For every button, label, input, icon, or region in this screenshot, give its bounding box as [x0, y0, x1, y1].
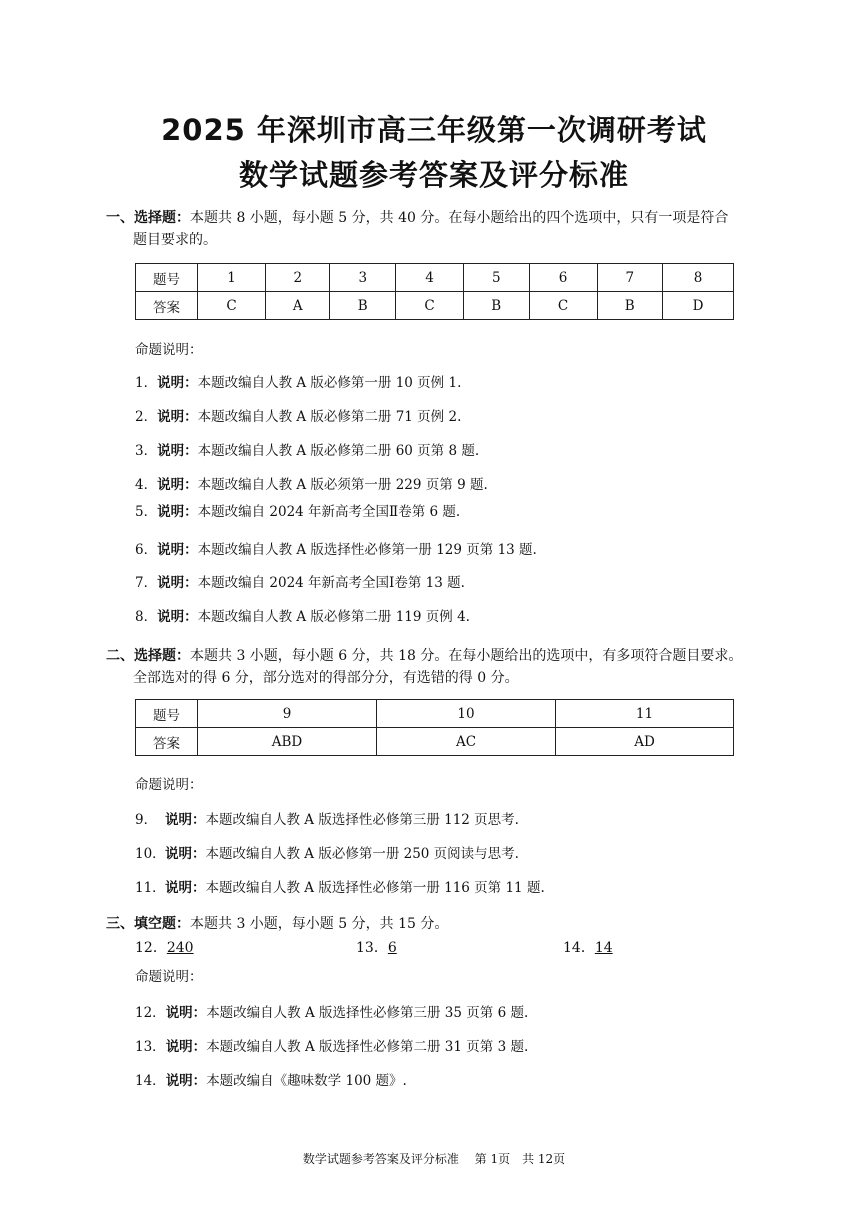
note-number: 4． [135, 477, 158, 493]
note-keyword: 说明： [157, 443, 198, 459]
section3-notes-title: 命题说明： [135, 969, 203, 985]
note-number: 8． [135, 609, 158, 625]
fill-number: 13． [356, 940, 388, 956]
question-number: 8 [663, 264, 734, 292]
table-row [136, 292, 734, 320]
note-text: 本题改编自人教 A 版选择性必修第一册 129 页第 13 题. [197, 542, 537, 558]
section1-answer-table [135, 263, 734, 320]
answer-cell: B [464, 292, 530, 320]
note-number: 6． [135, 542, 158, 558]
note-item [135, 876, 545, 896]
note-number: 1． [135, 375, 158, 391]
note-number: 9． [135, 812, 158, 828]
note-keyword: 说明： [165, 1005, 207, 1021]
note-keyword: 说明： [165, 846, 206, 862]
question-number: 10 [377, 700, 556, 728]
note-item [135, 1001, 528, 1021]
note-text: 本题改编自人教 A 版选择性必修第三册 35 页第 6 题. [206, 1005, 529, 1021]
note-item [135, 500, 460, 520]
answer-cell: ABD [198, 728, 377, 756]
row-label-number: 题号 [136, 264, 198, 292]
section2-heading-line2: 全部选对的得 6 分，部分选对的得部分分，有选错的得 0 分。 [133, 670, 519, 686]
note-number: 3． [135, 443, 158, 459]
answer-cell: AC [377, 728, 556, 756]
note-item [135, 538, 537, 558]
row-label-answer: 答案 [136, 292, 198, 320]
fill-answer: 240 [166, 940, 194, 956]
note-text: 本题改编自人教 A 版必修第二册 60 页第 8 题. [197, 443, 480, 459]
section1-heading [106, 207, 786, 229]
note-text: 本题改编自人教 A 版选择性必修第一册 116 页第 11 题. [205, 880, 545, 896]
note-keyword: 说明： [157, 609, 198, 625]
section3-heading-line1: 本题共 3 小题，每小题 5 分，共 15 分。 [190, 916, 449, 932]
note-text: 本题改编自 2024 年新高考全国Ⅱ卷第 6 题. [197, 504, 461, 520]
section1-heading-prefix: 一、选择题： [106, 210, 190, 226]
section1-heading-line2: 题目要求的。 [133, 232, 217, 248]
note-number: 13． [135, 1039, 166, 1055]
question-number: 7 [597, 264, 663, 292]
note-text: 本题改编自人教 A 版选择性必修第三册 112 页思考. [205, 812, 519, 828]
note-text: 本题改编自 2024 年新高考全国Ⅰ卷第 13 题. [197, 575, 465, 591]
table-row [136, 700, 734, 728]
answer-cell: C [529, 292, 597, 320]
question-number: 3 [330, 264, 396, 292]
note-keyword: 说明： [157, 575, 198, 591]
note-number: 5． [135, 504, 158, 520]
note-item [135, 473, 488, 493]
fill-number: 14． [563, 940, 595, 956]
note-keyword: 说明： [165, 1039, 207, 1055]
section2-heading [106, 645, 806, 667]
note-number: 7． [135, 575, 158, 591]
answer-cell: C [198, 292, 266, 320]
question-number: 11 [556, 700, 734, 728]
note-item [135, 842, 519, 862]
note-item [135, 605, 470, 625]
note-number: 10． [135, 846, 166, 862]
note-keyword: 说明： [165, 880, 206, 896]
note-text: 本题改编自人教 A 版必修第一册 10 页例 1. [197, 375, 462, 391]
note-text: 本题改编自人教 A 版必修第二册 119 页例 4. [197, 609, 470, 625]
section1-heading-line1: 本题共 8 小题，每小题 5 分，共 40 分。在每小题给出的四个选项中，只有一项是符合 [190, 210, 729, 226]
fill-answer: 6 [387, 940, 397, 956]
question-number: 2 [266, 264, 330, 292]
note-keyword: 说明： [157, 375, 198, 391]
document-title-line2: 数学试题参考答案及评分标准 [238, 158, 629, 192]
table-row [136, 728, 734, 756]
answer-cell: A [266, 292, 330, 320]
note-item [135, 405, 461, 425]
note-text: 本题改编自人教 A 版必修第一册 250 页阅读与思考. [205, 846, 519, 862]
section2-notes-title: 命题说明： [135, 777, 203, 793]
section2-heading-prefix: 二、选择题： [106, 648, 190, 664]
note-number: 12． [135, 1005, 166, 1021]
note-text: 本题改编自人教 A 版必修第二册 71 页例 2. [197, 409, 462, 425]
row-label-answer: 答案 [136, 728, 198, 756]
note-number: 14． [135, 1073, 166, 1089]
question-number: 1 [198, 264, 266, 292]
note-keyword: 说明： [157, 504, 198, 520]
note-keyword: 说明： [165, 1073, 207, 1089]
note-item [135, 808, 519, 828]
question-number: 5 [464, 264, 530, 292]
note-text: 本题改编自《趣味数学 100 题》. [206, 1073, 407, 1089]
fill-number: 12． [135, 940, 167, 956]
note-text: 本题改编自人教 A 版必须第一册 229 页第 9 题. [197, 477, 488, 493]
answer-cell: B [330, 292, 396, 320]
document-title-line1: 2025 年深圳市高三年级第一次调研考试 [161, 113, 707, 147]
note-keyword: 说明： [165, 812, 206, 828]
question-number: 9 [198, 700, 377, 728]
fill-answer-14 [563, 937, 613, 957]
section3-heading-prefix: 三、填空题： [106, 916, 190, 932]
fill-answer-12 [135, 937, 194, 957]
table-row [136, 264, 734, 292]
row-label-number: 题号 [136, 700, 198, 728]
answer-cell: AD [556, 728, 734, 756]
section3-heading [106, 913, 448, 935]
answer-cell: C [395, 292, 463, 320]
question-number: 6 [529, 264, 597, 292]
section1-notes-title: 命题说明： [135, 342, 203, 358]
note-item [135, 1069, 407, 1089]
note-text: 本题改编自人教 A 版选择性必修第二册 31 页第 3 题. [206, 1039, 529, 1055]
answer-cell: B [597, 292, 663, 320]
page-footer: 数学试题参考答案及评分标准 第 1页 共 12页 [302, 1152, 566, 1166]
note-item [135, 571, 465, 591]
section2-heading-line1: 本题共 3 小题，每小题 6 分，共 18 分。在每小题给出的选项中，有多项符合题目要求。 [190, 648, 743, 664]
note-keyword: 说明： [157, 542, 198, 558]
note-keyword: 说明： [157, 477, 198, 493]
section2-answer-table [135, 699, 734, 756]
note-number: 11． [135, 880, 166, 896]
question-number: 4 [395, 264, 463, 292]
fill-answer: 14 [594, 940, 613, 956]
answer-cell: D [663, 292, 734, 320]
fill-answer-13 [356, 937, 397, 957]
note-item [135, 439, 479, 459]
note-item [135, 371, 461, 391]
note-number: 2． [135, 409, 158, 425]
note-keyword: 说明： [157, 409, 198, 425]
note-item [135, 1035, 528, 1055]
